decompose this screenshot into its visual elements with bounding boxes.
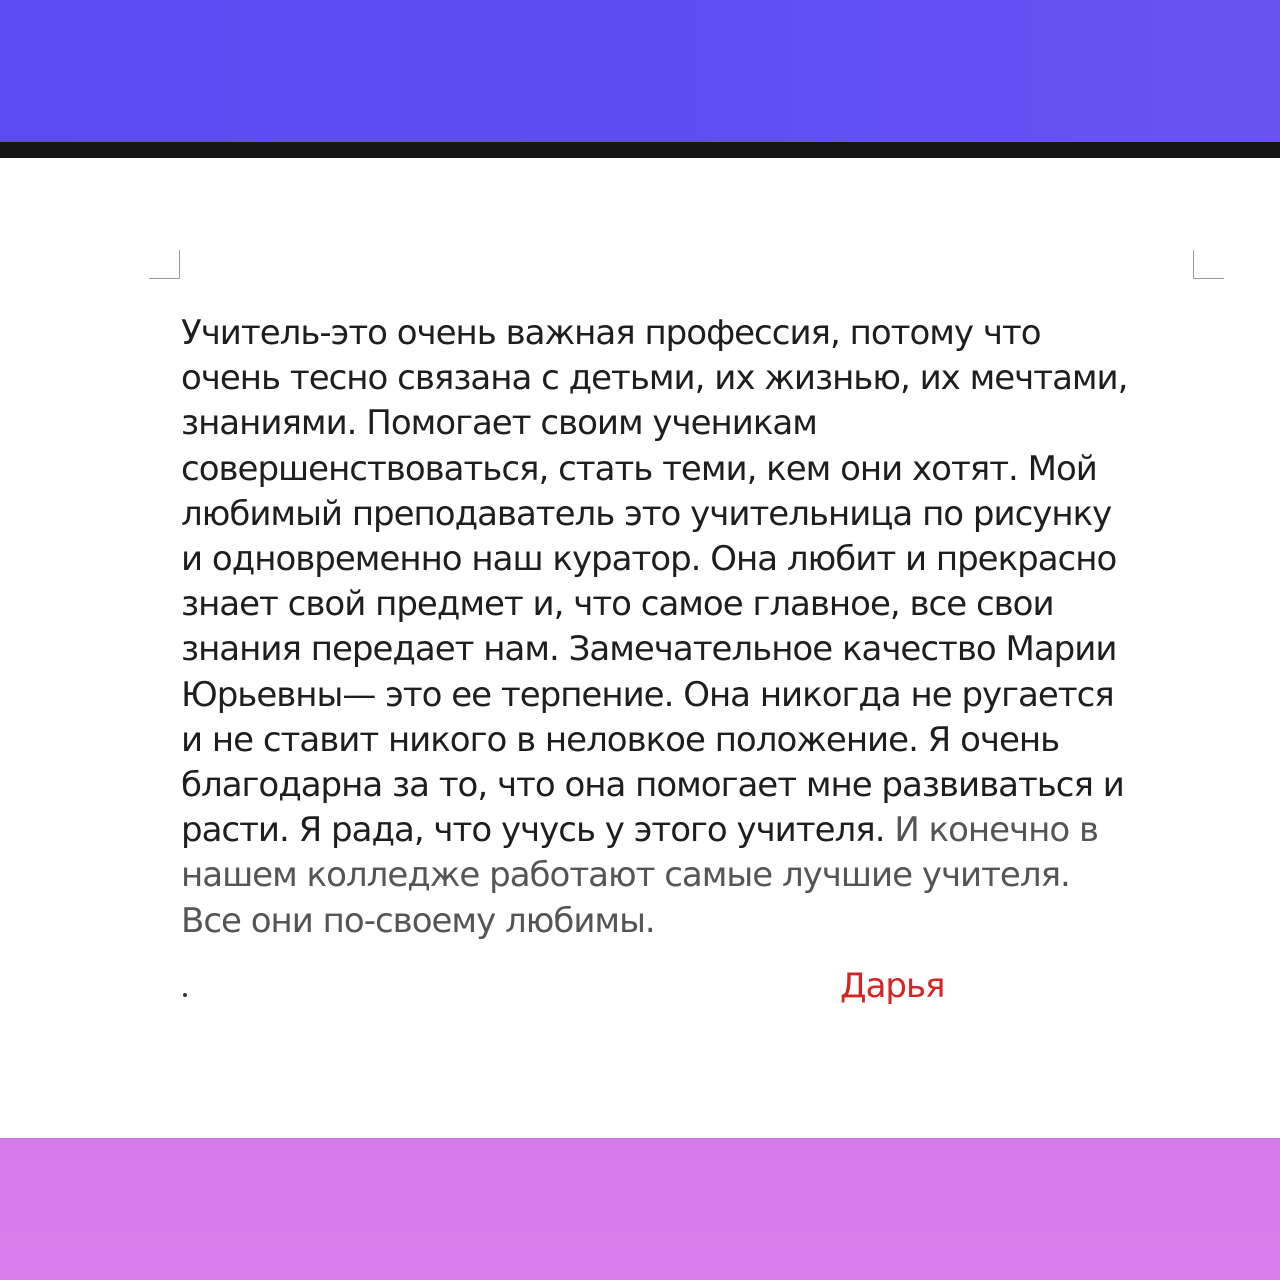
top-dark-edge <box>0 142 1280 158</box>
document-body-text <box>181 311 1221 944</box>
margin-corner-mark-left <box>149 250 180 279</box>
bottom-color-band <box>0 1138 1280 1280</box>
top-color-band <box>0 0 1280 142</box>
body-paragraph: Учитель-это очень важная профессия, потому что очень тесно связана с детьми, их жизнью, их мечтами, знаниями. Помогает своим ученикам совершенствоваться, стать теми, кем они хотят. Мой любимый преподаватель это учительница по рисунку и одновременно наш куратор. Она любит и прекрасно знает свой предмет и, что самое главное, все свои знания передает нам. Замечательное качество Марии Юрьевны— это ее терпение. Она никогда не ругается и не ставит никого в неловкое положение. Я очень благодарна за то, что она помогает мне развиваться и расти. Я рада, что учусь у этого учителя. <box>181 313 1128 851</box>
signature-name: Дарья <box>840 966 945 1006</box>
stray-dot <box>183 993 187 997</box>
margin-corner-mark-right <box>1193 250 1224 279</box>
body-paragraph-muted: И конечно в нашем колледже работают самые лучшие учителя. Все они по-своему любимы. <box>181 810 1099 941</box>
